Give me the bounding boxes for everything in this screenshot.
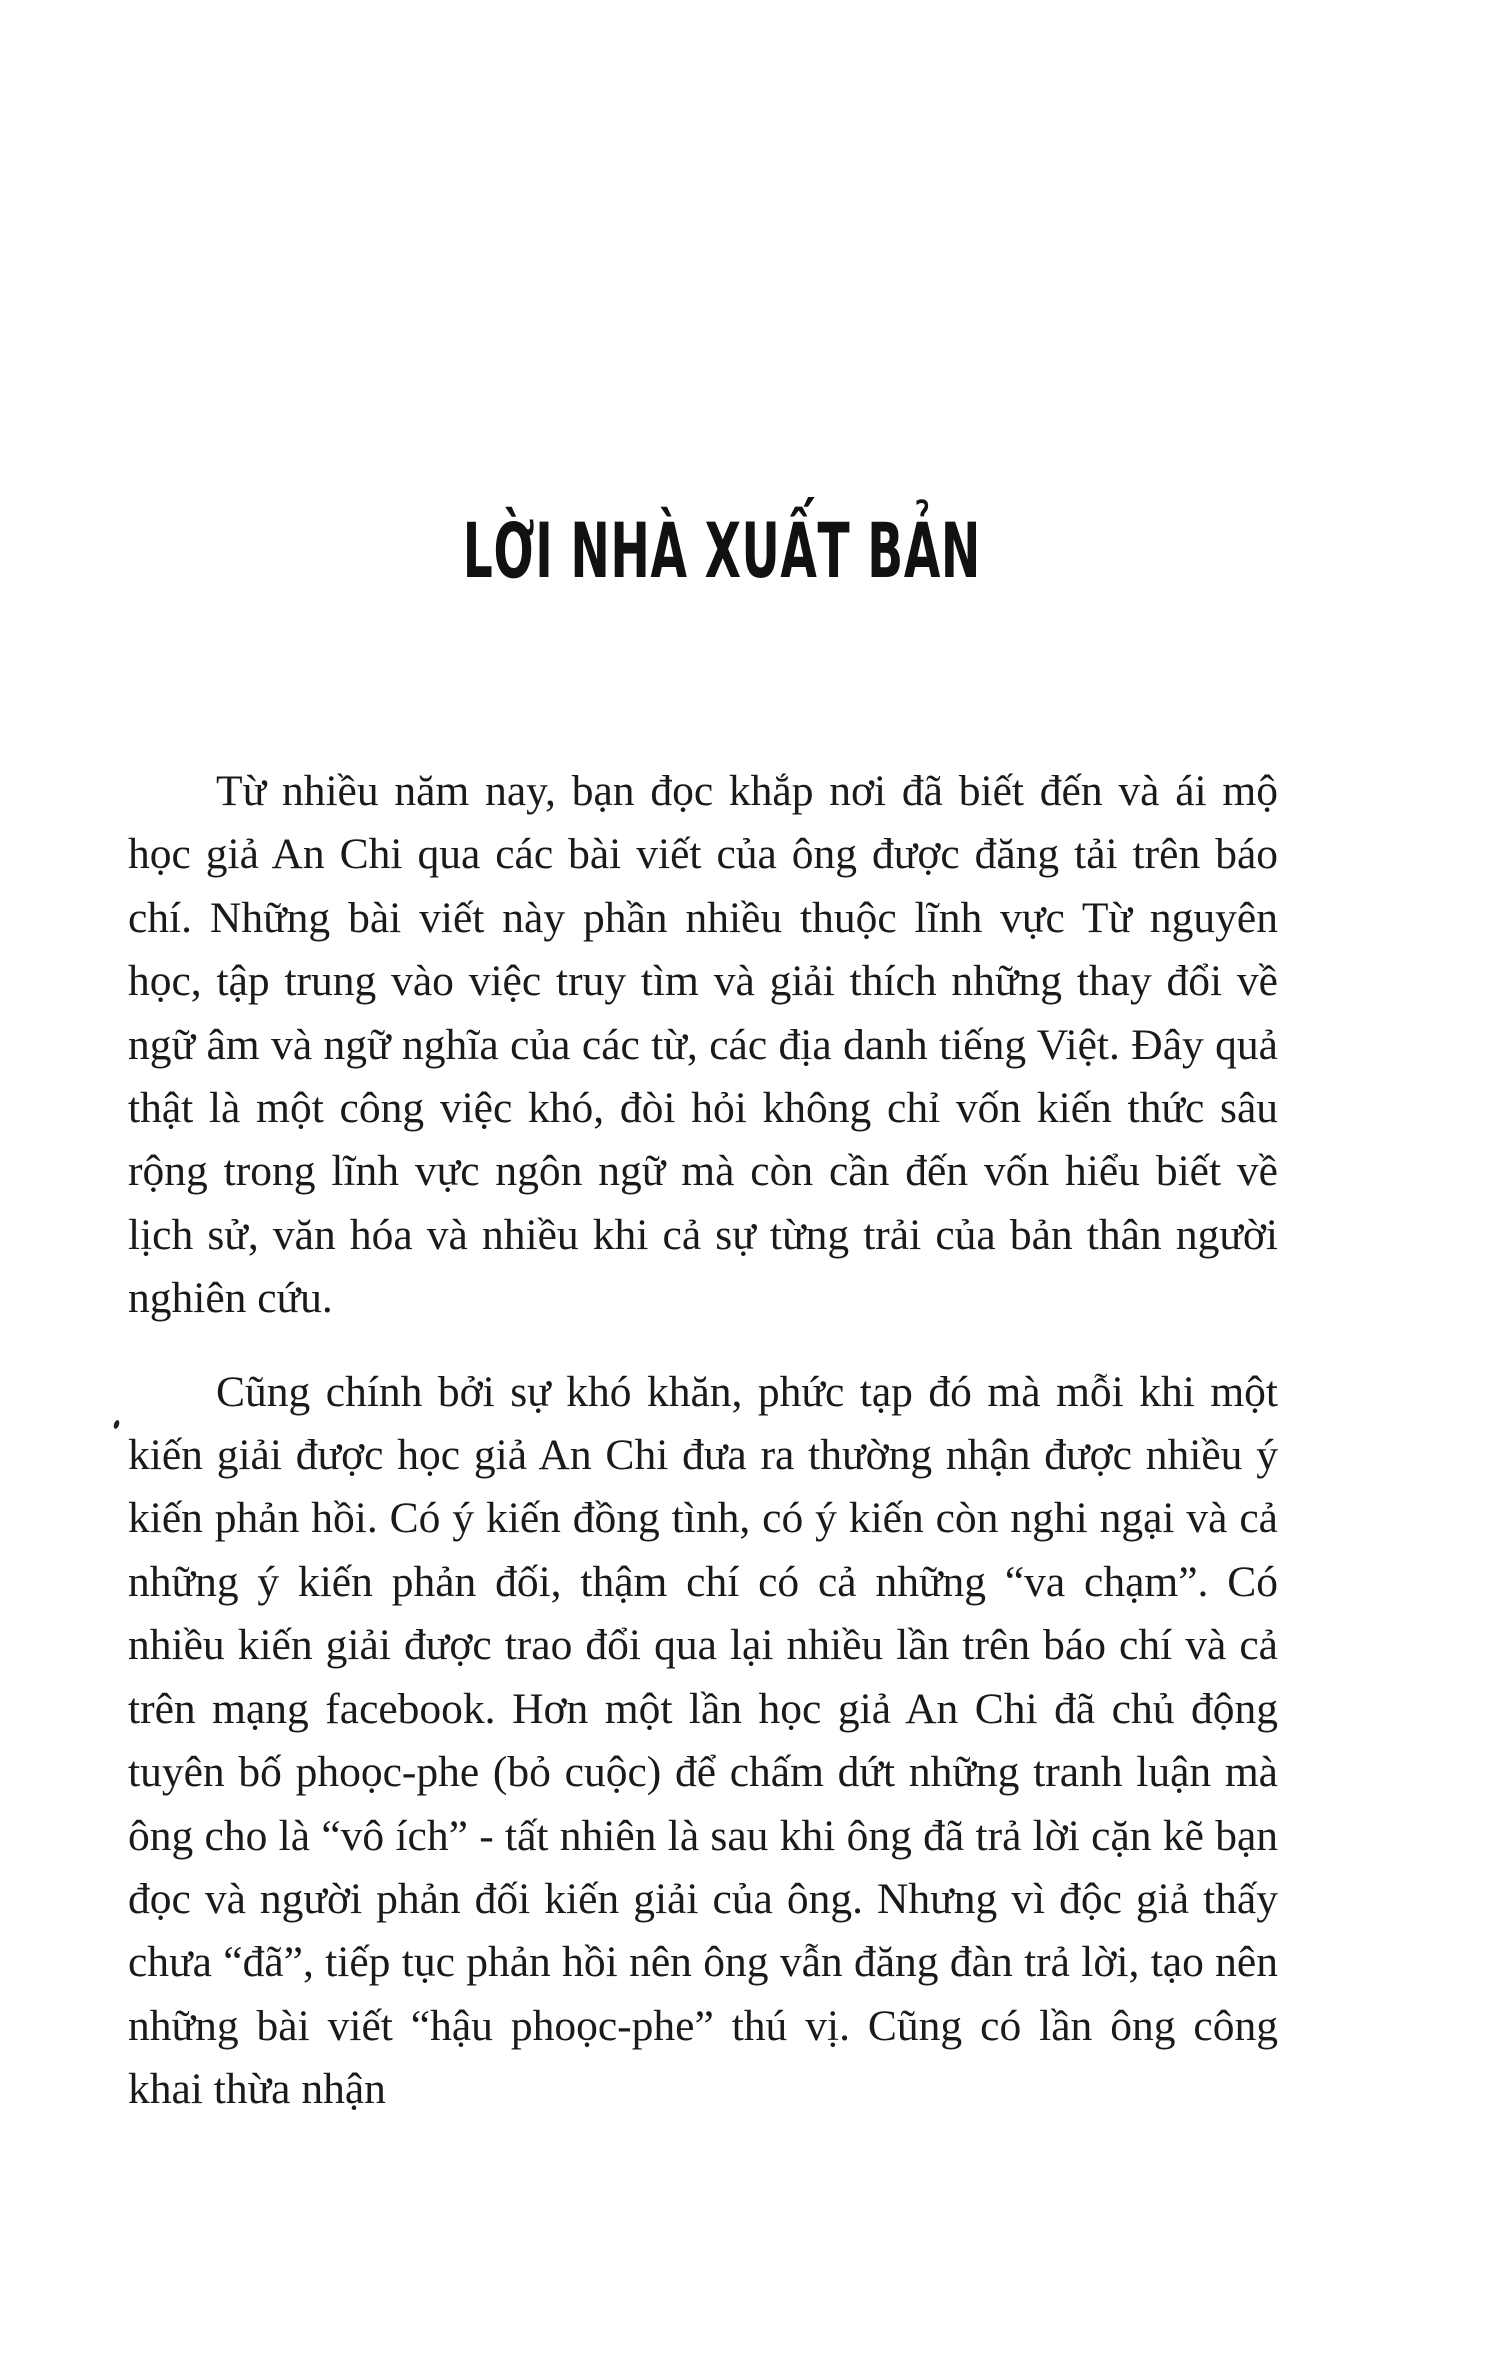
print-speck [113,1419,121,1429]
page-title: LỜI NHÀ XUẤT BẢN [462,505,981,595]
paragraph-1: Từ nhiều năm nay, bạn đọc khắp nơi đã biết đến và ái mộ học giả An Chi qua các bài viết của ông được đăng tải trên báo chí. Những bài viết này phần nhiều thuộc lĩnh vực Từ nguyên học, tập trung vào việc truy tìm và giải thích những thay đổi về ngữ âm và ngữ nghĩa của các từ, các địa danh tiếng Việt. Đây quả thật là một công việc khó, đòi hỏi không chỉ vốn kiến thức sâu rộng trong lĩnh vực ngôn ngữ mà còn cần đến vốn hiểu biết về lịch sử, văn hóa và nhiều khi cả sự từng trải của bản thân người nghiên cứu. [128,767,1278,1323]
paragraph-2: Cũng chính bởi sự khó khăn, phức tạp đó mà mỗi khi một kiến giải được học giả An Chi đưa ra thường nhận được nhiều ý kiến phản hồi. Có ý kiến đồng tình, có ý kiến còn nghi ngại và cả những ý kiến phản đối, thậm chí có cả những “va chạm”. Có nhiều kiến giải được trao đổi qua lại nhiều lần trên báo chí và cả trên mạng facebook. Hơn một lần học giả An Chi đã chủ động tuyên bố phoọc-phe (bỏ cuộc) để chấm dứt những tranh luận mà ông cho là “vô ích” - tất nhiên là sau khi ông đã trả lời cặn kẽ bạn đọc và người phản đối kiến giải của ông. Nhưng vì độc giả thấy chưa “đã”, tiếp tục phản hồi nên ông vẫn đăng đàn trả lời, tạo nên những bài viết “hậu phoọc-phe” thú vị. Cũng có lần ông công khai thừa nhận [128,1367,1278,2114]
body-text [128,760,1278,2122]
